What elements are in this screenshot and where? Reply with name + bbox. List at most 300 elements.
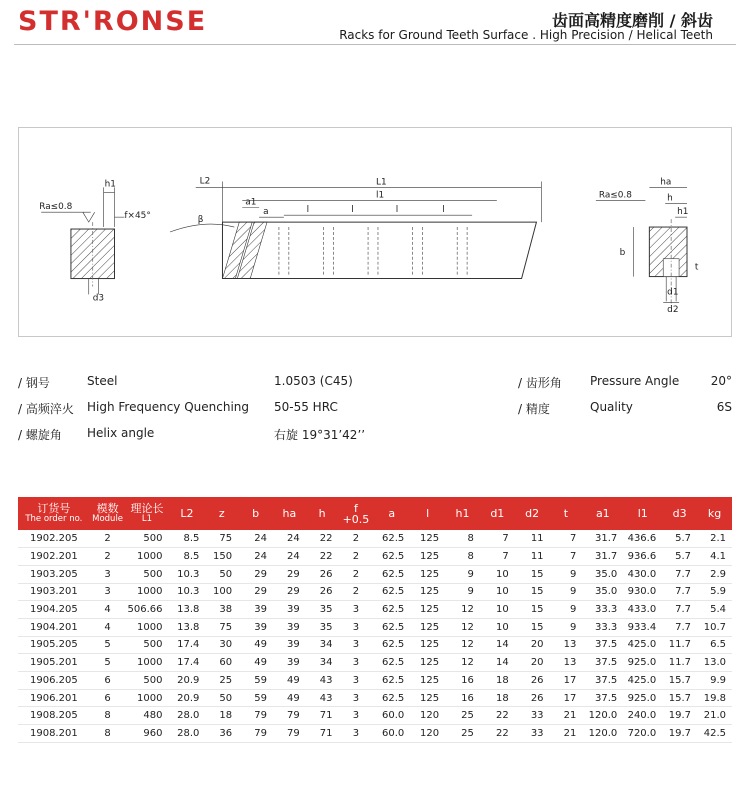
column-header bbox=[697, 497, 732, 530]
table-cell: 29 bbox=[238, 565, 273, 583]
table-cell: 7.7 bbox=[662, 601, 697, 619]
table-cell: 2 bbox=[90, 548, 126, 566]
table-cell: 43 bbox=[306, 672, 339, 690]
table-cell: 15.7 bbox=[662, 672, 697, 690]
table-cell: 25 bbox=[205, 672, 238, 690]
table-cell: 5.9 bbox=[697, 583, 732, 601]
table-cell: 8 bbox=[90, 707, 126, 725]
table-cell: 500 bbox=[125, 636, 168, 654]
column-header-label: a1 bbox=[595, 507, 610, 520]
column-header bbox=[273, 497, 306, 530]
table-cell: 500 bbox=[125, 672, 168, 690]
spec-en: High Frequency Quenching bbox=[87, 400, 249, 414]
table-cell: 13.8 bbox=[168, 601, 205, 619]
page-title-en: Racks for Ground Teeth Surface . High Precision / Helical Teeth bbox=[339, 28, 713, 42]
table-cell: 29 bbox=[238, 583, 273, 601]
table-cell: 35 bbox=[306, 601, 339, 619]
center-rack-view bbox=[170, 176, 541, 278]
table-cell: 20 bbox=[515, 654, 550, 672]
h1-right-label: h1 bbox=[677, 207, 689, 218]
table-cell: 7.7 bbox=[662, 583, 697, 601]
table-cell: 10 bbox=[480, 618, 515, 636]
table-row bbox=[18, 689, 732, 707]
table-cell: 125 bbox=[410, 583, 445, 601]
table-cell: 480 bbox=[125, 707, 168, 725]
ra-right-label: Ra≤0.8 bbox=[598, 190, 632, 201]
table-cell: 62.5 bbox=[373, 548, 410, 566]
table-cell: 930.0 bbox=[623, 583, 662, 601]
table-cell: 19.7 bbox=[662, 707, 697, 725]
table-cell: 10 bbox=[480, 565, 515, 583]
table-cell: 35.0 bbox=[582, 565, 623, 583]
table-cell: 3 bbox=[339, 636, 374, 654]
table-cell: 33.3 bbox=[582, 601, 623, 619]
table-cell: 125 bbox=[410, 689, 445, 707]
table-cell: 433.0 bbox=[623, 601, 662, 619]
table-cell: 1908.201 bbox=[18, 725, 90, 743]
column-header bbox=[662, 497, 697, 530]
spec-en: Steel bbox=[87, 374, 118, 388]
l1-label: l1 bbox=[375, 190, 385, 201]
table-cell: 15 bbox=[515, 618, 550, 636]
column-header-label: 模数 bbox=[96, 501, 119, 515]
table-cell: 13 bbox=[550, 654, 583, 672]
table-cell: 1905.201 bbox=[18, 654, 90, 672]
column-header-label: 订货号 bbox=[37, 501, 71, 515]
table-cell: 50 bbox=[205, 565, 238, 583]
table-cell: 24 bbox=[238, 530, 273, 548]
table-cell: 500 bbox=[125, 565, 168, 583]
table-cell: 10 bbox=[480, 583, 515, 601]
d3-label: d3 bbox=[92, 293, 105, 304]
column-header bbox=[339, 497, 374, 530]
column-header bbox=[90, 497, 126, 530]
table-cell: 430.0 bbox=[623, 565, 662, 583]
column-header bbox=[205, 497, 238, 530]
table-cell: 1906.205 bbox=[18, 672, 90, 690]
table-cell: 125 bbox=[410, 654, 445, 672]
table-cell: 5.4 bbox=[697, 601, 732, 619]
table-cell: 5 bbox=[90, 654, 126, 672]
table-cell: 13 bbox=[550, 636, 583, 654]
table-cell: 125 bbox=[410, 530, 445, 548]
table-cell: 120 bbox=[410, 707, 445, 725]
table-cell: 4.1 bbox=[697, 548, 732, 566]
table-row bbox=[18, 636, 732, 654]
column-header-label: ha bbox=[282, 507, 297, 520]
table-cell: 12 bbox=[445, 654, 480, 672]
table-cell: 12 bbox=[445, 618, 480, 636]
table-cell: 31.7 bbox=[582, 530, 623, 548]
b-label: b bbox=[619, 247, 626, 258]
table-cell: 3 bbox=[90, 565, 126, 583]
table-header-row bbox=[18, 497, 732, 530]
table-cell: 3 bbox=[339, 601, 374, 619]
table-cell: 37.5 bbox=[582, 636, 623, 654]
table-cell: 15.7 bbox=[662, 689, 697, 707]
table-cell: 60.0 bbox=[373, 725, 410, 743]
table-cell: 17 bbox=[550, 689, 583, 707]
table-cell: 120.0 bbox=[582, 707, 623, 725]
table-row bbox=[18, 601, 732, 619]
column-header bbox=[373, 497, 410, 530]
chamfer-label: f×45° bbox=[124, 211, 151, 222]
table-cell: 29 bbox=[273, 583, 306, 601]
table-cell: 6.5 bbox=[697, 636, 732, 654]
table-cell: 100 bbox=[205, 583, 238, 601]
column-header-label: a bbox=[388, 507, 396, 520]
table-cell: 9 bbox=[445, 583, 480, 601]
table-cell: 14 bbox=[480, 636, 515, 654]
table-cell: 11.7 bbox=[662, 654, 697, 672]
table-cell: 16 bbox=[445, 689, 480, 707]
table-cell: 5 bbox=[90, 636, 126, 654]
table-row bbox=[18, 707, 732, 725]
h-label: h bbox=[667, 193, 673, 204]
table-cell: 13.8 bbox=[168, 618, 205, 636]
table-cell: 7.7 bbox=[662, 618, 697, 636]
spec-en: Helix angle bbox=[87, 426, 155, 440]
table-cell: 8 bbox=[445, 548, 480, 566]
table-cell: 150 bbox=[205, 548, 238, 566]
column-header-label: b bbox=[252, 507, 260, 520]
column-header bbox=[480, 497, 515, 530]
table-cell: 2 bbox=[90, 530, 126, 548]
table-cell: 39 bbox=[273, 618, 306, 636]
table-cell: 5.7 bbox=[662, 548, 697, 566]
table-cell: 8 bbox=[445, 530, 480, 548]
column-header bbox=[623, 497, 662, 530]
table-cell: 925.0 bbox=[623, 689, 662, 707]
table-row bbox=[18, 618, 732, 636]
table-cell: 1903.201 bbox=[18, 583, 90, 601]
table-cell: 12 bbox=[445, 636, 480, 654]
column-header-label: h bbox=[318, 507, 326, 520]
technical-drawing bbox=[18, 127, 732, 337]
table-cell: 6 bbox=[90, 672, 126, 690]
table-cell: 71 bbox=[306, 707, 339, 725]
column-header bbox=[18, 497, 90, 530]
table-cell: 36 bbox=[205, 725, 238, 743]
table-cell: 35.0 bbox=[582, 583, 623, 601]
table-cell: 425.0 bbox=[623, 636, 662, 654]
column-header-label: l1 bbox=[637, 507, 648, 520]
table-cell: 62.5 bbox=[373, 583, 410, 601]
table-cell: 26 bbox=[306, 583, 339, 601]
table-cell: 26 bbox=[515, 689, 550, 707]
table-cell: 125 bbox=[410, 601, 445, 619]
table-cell: 2.1 bbox=[697, 530, 732, 548]
table-cell: 10.3 bbox=[168, 565, 205, 583]
column-header-label: d3 bbox=[672, 507, 687, 520]
spec-cn: / 钢号 bbox=[18, 376, 50, 390]
spec-list bbox=[18, 374, 732, 454]
table-cell: 125 bbox=[410, 672, 445, 690]
table-cell: 15 bbox=[515, 565, 550, 583]
table-row bbox=[18, 548, 732, 566]
table-cell: 34 bbox=[306, 636, 339, 654]
table-cell: 4 bbox=[90, 601, 126, 619]
table-cell: 9 bbox=[445, 565, 480, 583]
table-cell: 1902.201 bbox=[18, 548, 90, 566]
table-cell: 49 bbox=[273, 672, 306, 690]
table-cell: 7 bbox=[480, 530, 515, 548]
column-header-label: t bbox=[563, 507, 569, 520]
table-cell: 120 bbox=[410, 725, 445, 743]
table-cell: 49 bbox=[273, 689, 306, 707]
table-cell: 59 bbox=[238, 672, 273, 690]
right-section-view bbox=[596, 177, 699, 315]
column-header bbox=[168, 497, 205, 530]
column-header-label: f +0.5 bbox=[342, 501, 370, 526]
table-row bbox=[18, 725, 732, 743]
table-cell: 17.4 bbox=[168, 636, 205, 654]
table-cell: 26 bbox=[306, 565, 339, 583]
d2-label: d2 bbox=[667, 305, 679, 316]
table-cell: 17 bbox=[550, 672, 583, 690]
column-header-label: z bbox=[218, 507, 225, 520]
table-cell: 22 bbox=[306, 548, 339, 566]
t-label: t bbox=[694, 262, 699, 273]
spec-en: Pressure Angle bbox=[590, 374, 680, 388]
table-cell: 3 bbox=[90, 583, 126, 601]
table-cell: 24 bbox=[273, 548, 306, 566]
table-cell: 1908.205 bbox=[18, 707, 90, 725]
table-cell: 25 bbox=[445, 725, 480, 743]
table-cell: 24 bbox=[273, 530, 306, 548]
column-header-label: h1 bbox=[455, 507, 470, 520]
table-cell: 22 bbox=[480, 707, 515, 725]
table-cell: 35 bbox=[306, 618, 339, 636]
spec-cn: / 高频淬火 bbox=[18, 402, 74, 416]
table-cell: 43 bbox=[306, 689, 339, 707]
table-cell: 2 bbox=[339, 548, 374, 566]
table-cell: 62.5 bbox=[373, 601, 410, 619]
table-cell: 7 bbox=[550, 548, 583, 566]
column-header-label: d1 bbox=[490, 507, 505, 520]
pitch-label-2: l bbox=[351, 205, 354, 216]
table-cell: 39 bbox=[238, 601, 273, 619]
beta-label: β bbox=[197, 215, 204, 226]
table-cell: 425.0 bbox=[623, 672, 662, 690]
table-cell: 7.7 bbox=[662, 565, 697, 583]
table-cell: 1905.205 bbox=[18, 636, 90, 654]
table-cell: 21.0 bbox=[697, 707, 732, 725]
a1-label: a1 bbox=[245, 197, 257, 208]
table-cell: 10 bbox=[480, 601, 515, 619]
column-header bbox=[515, 497, 550, 530]
table-cell: 60.0 bbox=[373, 707, 410, 725]
column-header-label: d2 bbox=[525, 507, 540, 520]
d1-label: d1 bbox=[667, 287, 679, 298]
table-cell: 8 bbox=[90, 725, 126, 743]
column-header-label: kg bbox=[707, 507, 722, 520]
table-cell: 29 bbox=[273, 565, 306, 583]
spec-row-pressure-angle bbox=[518, 374, 732, 390]
table-cell: 10.3 bbox=[168, 583, 205, 601]
table-cell: 14 bbox=[480, 654, 515, 672]
table-cell: 22 bbox=[306, 530, 339, 548]
table-cell: 39 bbox=[273, 636, 306, 654]
table-cell: 240.0 bbox=[623, 707, 662, 725]
spec-value: 右旋 19°31’42’’ bbox=[274, 428, 366, 442]
spec-cn: / 精度 bbox=[518, 402, 550, 416]
table-cell: 19.7 bbox=[662, 725, 697, 743]
table-cell: 9 bbox=[550, 601, 583, 619]
table-cell: 20 bbox=[515, 636, 550, 654]
table-cell: 28.0 bbox=[168, 707, 205, 725]
table-cell: 3 bbox=[339, 618, 374, 636]
table-cell: 37.5 bbox=[582, 672, 623, 690]
table-cell: 18 bbox=[480, 689, 515, 707]
table-cell: 436.6 bbox=[623, 530, 662, 548]
table-cell: 20.9 bbox=[168, 672, 205, 690]
table-row bbox=[18, 654, 732, 672]
column-header bbox=[445, 497, 480, 530]
table-cell: 1000 bbox=[125, 618, 168, 636]
table-row bbox=[18, 530, 732, 548]
pitch-label-1: l bbox=[306, 205, 310, 216]
table-cell: 1904.205 bbox=[18, 601, 90, 619]
table-cell: 17.4 bbox=[168, 654, 205, 672]
table-cell: 59 bbox=[238, 689, 273, 707]
table-cell: 22 bbox=[480, 725, 515, 743]
table-cell: 38 bbox=[205, 601, 238, 619]
table-cell: 33 bbox=[515, 725, 550, 743]
table-cell: 24 bbox=[238, 548, 273, 566]
table-cell: 33 bbox=[515, 707, 550, 725]
table-cell: 2.9 bbox=[697, 565, 732, 583]
table-cell: 28.0 bbox=[168, 725, 205, 743]
table-cell: 16 bbox=[445, 672, 480, 690]
ha-label: ha bbox=[660, 177, 672, 188]
table-cell: 31.7 bbox=[582, 548, 623, 566]
table-cell: 1904.201 bbox=[18, 618, 90, 636]
table-cell: 7 bbox=[550, 530, 583, 548]
table-cell: 12 bbox=[445, 601, 480, 619]
table-cell: 49 bbox=[238, 654, 273, 672]
column-header-label: 理论长 bbox=[130, 501, 164, 515]
pitch-label-4: l bbox=[442, 205, 445, 216]
a-label: a bbox=[263, 207, 269, 218]
table-cell: 3 bbox=[339, 654, 374, 672]
spec-row-quality bbox=[518, 400, 732, 416]
table-cell: 1000 bbox=[125, 654, 168, 672]
column-header-sublabel: Module bbox=[92, 513, 124, 524]
table-cell: 3 bbox=[339, 689, 374, 707]
table-cell: 1000 bbox=[125, 689, 168, 707]
h1-left-label: h1 bbox=[104, 179, 116, 190]
table-cell: 62.5 bbox=[373, 530, 410, 548]
table-cell: 10.7 bbox=[697, 618, 732, 636]
table-cell: 19.8 bbox=[697, 689, 732, 707]
table-cell: 4 bbox=[90, 618, 126, 636]
table-cell: 720.0 bbox=[623, 725, 662, 743]
table-cell: 11 bbox=[515, 548, 550, 566]
column-header bbox=[582, 497, 623, 530]
ra-left-label: Ra≤0.8 bbox=[39, 202, 73, 213]
table-cell: 120.0 bbox=[582, 725, 623, 743]
spec-value: 50-55 HRC bbox=[274, 400, 338, 414]
spec-value: 1.0503 (C45) bbox=[274, 374, 353, 388]
table-cell: 125 bbox=[410, 618, 445, 636]
table-cell: 79 bbox=[238, 707, 273, 725]
table-cell: 960 bbox=[125, 725, 168, 743]
table-row bbox=[18, 583, 732, 601]
table-row bbox=[18, 672, 732, 690]
table-cell: 62.5 bbox=[373, 689, 410, 707]
table-cell: 3 bbox=[339, 672, 374, 690]
brand-logo: STR'RONSE bbox=[18, 6, 208, 37]
table-cell: 925.0 bbox=[623, 654, 662, 672]
spec-cn: / 齿形角 bbox=[518, 376, 562, 390]
spec-en: Quality bbox=[590, 400, 633, 414]
table-cell: 62.5 bbox=[373, 654, 410, 672]
table-cell: 60 bbox=[205, 654, 238, 672]
table-cell: 125 bbox=[410, 548, 445, 566]
table-cell: 933.4 bbox=[623, 618, 662, 636]
table-cell: 30 bbox=[205, 636, 238, 654]
table-cell: 79 bbox=[273, 707, 306, 725]
table-cell: 21 bbox=[550, 725, 583, 743]
table-cell: 9.9 bbox=[697, 672, 732, 690]
spec-value: 20° bbox=[710, 374, 732, 388]
table-cell: 25 bbox=[445, 707, 480, 725]
spec-value: 6S bbox=[716, 400, 732, 414]
spec-row-quenching bbox=[18, 400, 418, 416]
table-cell: 18 bbox=[480, 672, 515, 690]
table-cell: 75 bbox=[205, 618, 238, 636]
table-cell: 2 bbox=[339, 583, 374, 601]
table-cell: 49 bbox=[238, 636, 273, 654]
column-header bbox=[125, 497, 168, 530]
table-cell: 79 bbox=[238, 725, 273, 743]
spec-cn: / 螺旋角 bbox=[18, 428, 62, 442]
column-header-sublabel: The order no. bbox=[25, 513, 83, 524]
table-cell: 3 bbox=[339, 725, 374, 743]
table-cell: 9 bbox=[550, 565, 583, 583]
table-cell: 26 bbox=[515, 672, 550, 690]
table-cell: 13.0 bbox=[697, 654, 732, 672]
table-cell: 62.5 bbox=[373, 672, 410, 690]
column-header bbox=[306, 497, 339, 530]
table-cell: 62.5 bbox=[373, 565, 410, 583]
table-cell: 50 bbox=[205, 689, 238, 707]
table-cell: 125 bbox=[410, 636, 445, 654]
table-cell: 7 bbox=[480, 548, 515, 566]
table-row bbox=[18, 565, 732, 583]
table-cell: 75 bbox=[205, 530, 238, 548]
table-cell: 33.3 bbox=[582, 618, 623, 636]
page-title-cn: 齿面高精度磨削 / 斜齿 bbox=[552, 11, 713, 30]
table-cell: 11 bbox=[515, 530, 550, 548]
table-cell: 15 bbox=[515, 601, 550, 619]
table-cell: 3 bbox=[339, 707, 374, 725]
table-cell: 39 bbox=[273, 654, 306, 672]
column-header bbox=[238, 497, 273, 530]
table-cell: 1902.205 bbox=[18, 530, 90, 548]
l2-label: L2 bbox=[199, 176, 211, 187]
table-cell: 1000 bbox=[125, 548, 168, 566]
spec-row-helix bbox=[18, 426, 418, 442]
table-cell: 8.5 bbox=[168, 548, 205, 566]
table-cell: 37.5 bbox=[582, 689, 623, 707]
table-body bbox=[18, 530, 732, 742]
column-header bbox=[550, 497, 583, 530]
header-divider bbox=[14, 44, 736, 45]
table-cell: 1903.205 bbox=[18, 565, 90, 583]
left-section-view bbox=[39, 179, 151, 303]
